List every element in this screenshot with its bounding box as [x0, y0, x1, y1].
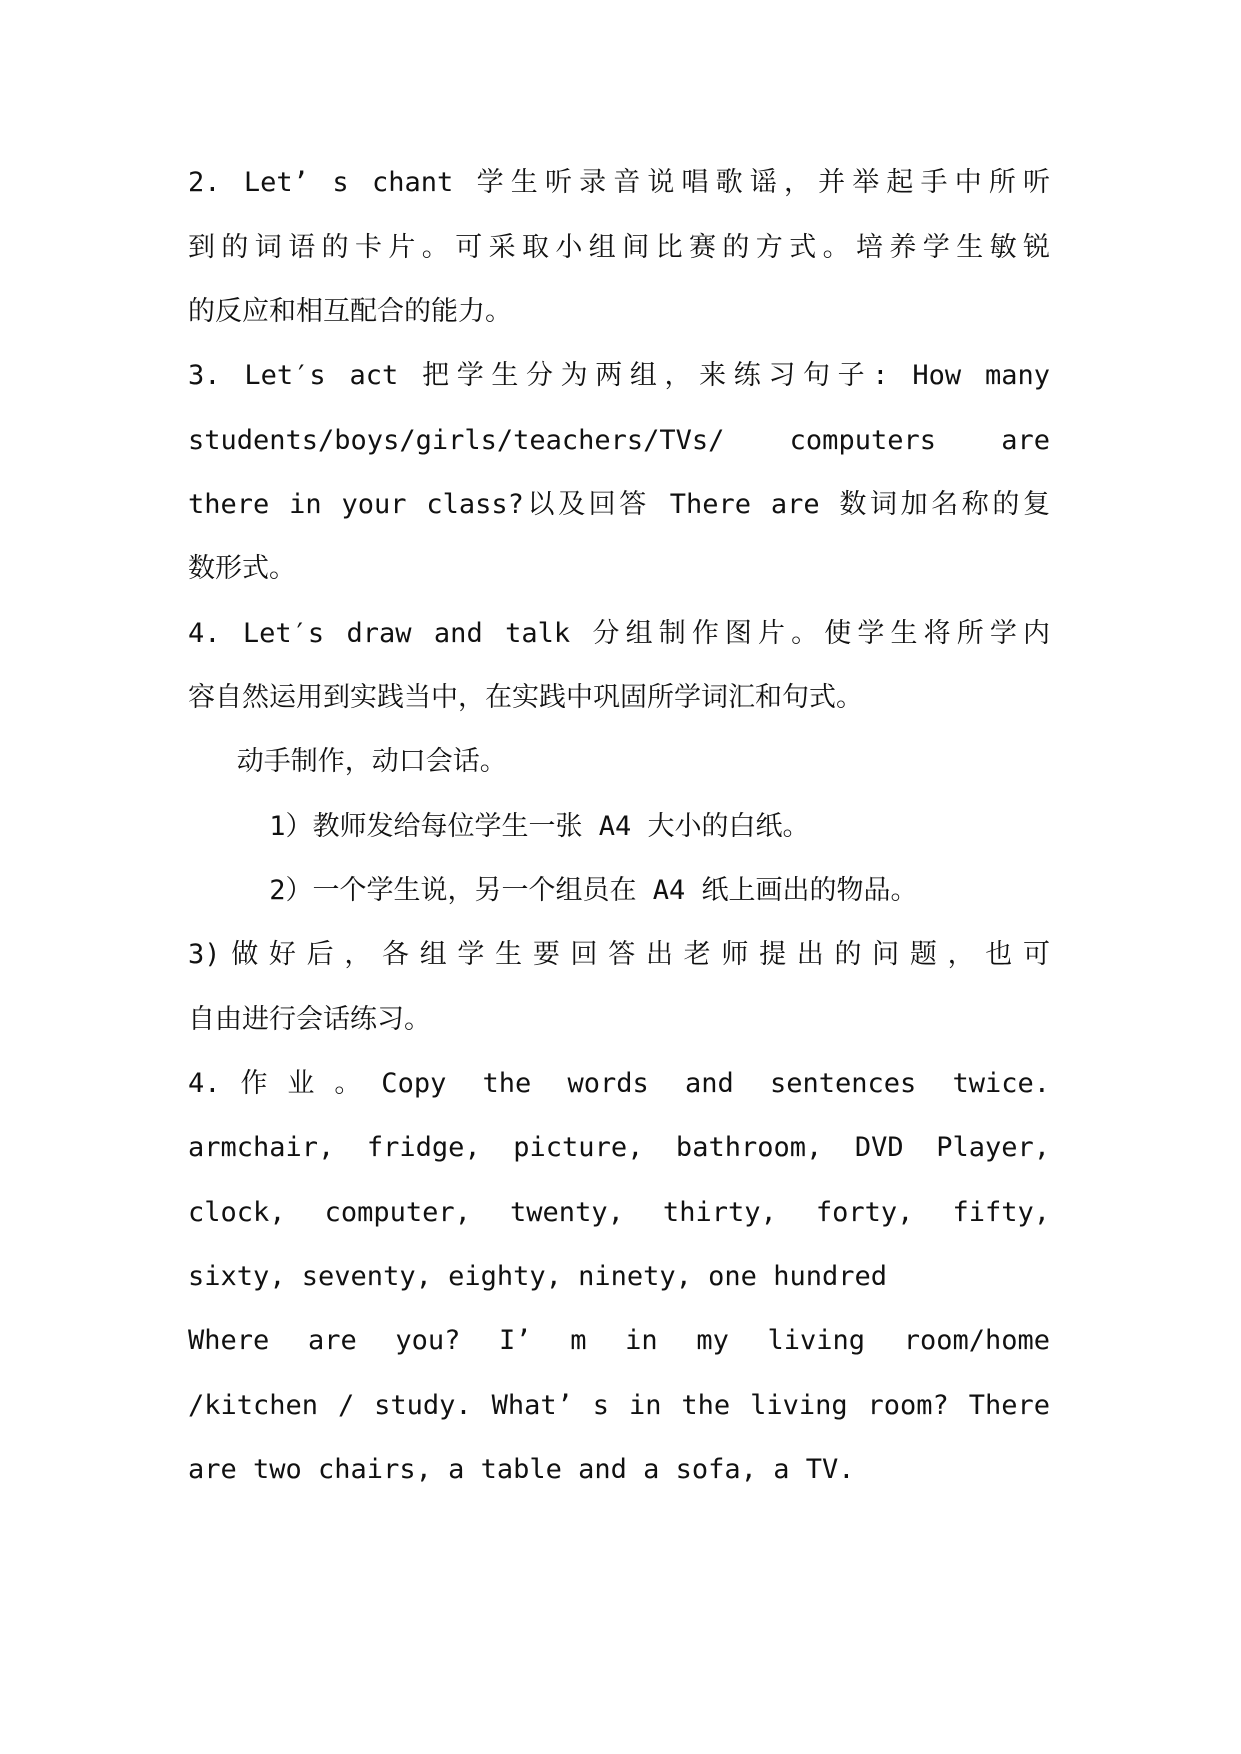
- text-line: /kitchen / study. What’ s in the living room? There: [188, 1390, 1050, 1421]
- text-line: 1）教师发给每位学生一张 A4 大小的白纸。: [188, 811, 810, 842]
- text-line: 2）一个学生说，另一个组员在 A4 纸上画出的物品。: [188, 875, 918, 906]
- text-line: clock, computer, twenty, thirty, forty, fifty,: [188, 1197, 1050, 1228]
- text-line: 数形式。: [188, 553, 296, 584]
- text-line: Where are you? I’ m in my living room/home: [188, 1325, 1050, 1356]
- text-line: 2. Let’ s chant 学生听录音说唱歌谣，并举起手中所听: [188, 167, 1050, 198]
- text-line: 4.作业。Copy the words and sentences twice.: [188, 1068, 1050, 1099]
- text-line: students/boys/girls/teachers/TVs/ computers are: [188, 425, 1050, 456]
- text-line: 容自然运用到实践当中，在实践中巩固所学词汇和句式。: [188, 682, 863, 713]
- text-line: 3)做好后，各组学生要回答出老师提出的问题，也可: [188, 939, 1050, 970]
- text-line: are two chairs, a table and a sofa, a TV.: [188, 1454, 855, 1485]
- text-line: 到的词语的卡片。可采取小组间比赛的方式。培养学生敏锐: [188, 232, 1050, 263]
- text-line: sixty, seventy, eighty, ninety, one hundred: [188, 1261, 887, 1292]
- text-line: 3. Let′s act 把学生分为两组，来练习句子: How many: [188, 360, 1050, 391]
- text-line: 4. Let′s draw and talk 分组制作图片。使学生将所学内: [188, 618, 1050, 649]
- text-line: there in your class?以及回答 There are 数词加名称的复: [188, 489, 1050, 520]
- text-line: 自由进行会话练习。: [188, 1004, 431, 1035]
- text-line: 动手制作，动口会话。: [188, 746, 507, 777]
- text-line: armchair, fridge, picture, bathroom, DVD Player,: [188, 1132, 1050, 1163]
- text-line: 的反应和相互配合的能力。: [188, 296, 512, 327]
